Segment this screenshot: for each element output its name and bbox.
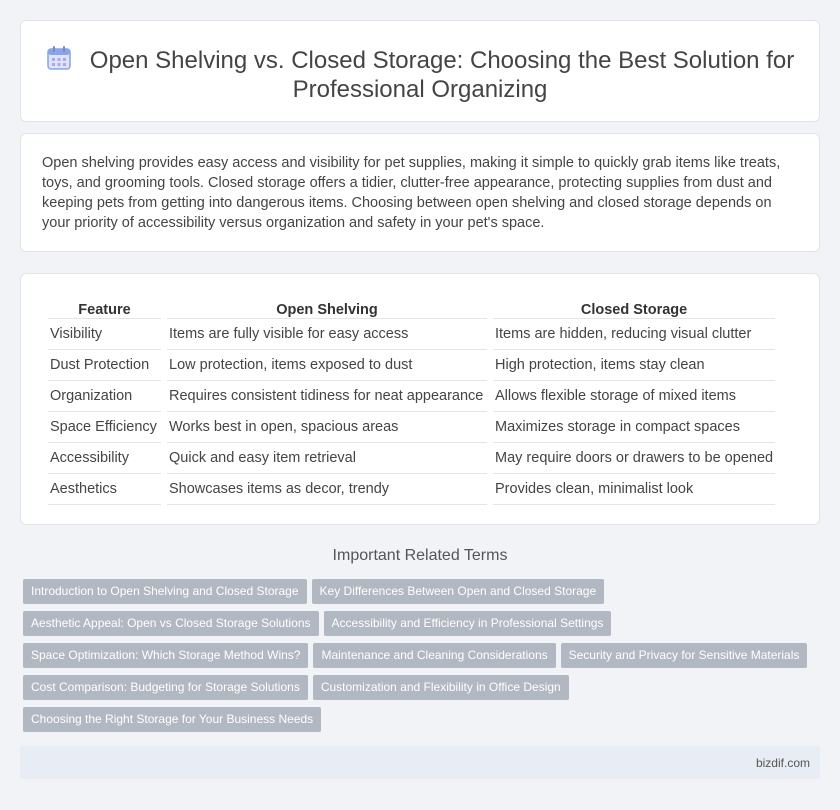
table-row [48,381,775,412]
closed-storage-cell: Items are hidden, reducing visual clutter [493,319,775,350]
open-shelving-cell: Works best in open, spacious areas [167,412,487,443]
feature-cell: Organization [48,381,161,412]
summary-text: Open shelving provides easy access and visibility for pet supplies, making it simple to quickly grab items like treats, toys, and grooming tools. Closed storage offers a tidier, clutter-free appearance, protecting supplies from dust and keeping pets from getting into dangerous items. Choosing between open shelving and closed storage depends on your priority of accessibility versus organization and safety in your pet's space. [42,155,781,231]
related-term-link[interactable]: Choosing the Right Storage for Your Business Needs [23,707,321,732]
feature-cell: Accessibility [48,443,161,474]
tag-row [23,707,813,739]
related-terms-list [23,579,813,739]
tag-row [23,579,813,611]
feature-cell: Visibility [48,319,161,350]
header-card [20,20,820,122]
column-header-open-shelving: Open Shelving [167,295,487,319]
open-shelving-cell: Items are fully visible for easy access [167,319,487,350]
calendar-icon [46,45,72,71]
open-shelving-cell: Showcases items as decor, trendy [167,474,487,505]
related-term-link[interactable]: Security and Privacy for Sensitive Materials [561,643,808,668]
open-shelving-cell: Low protection, items exposed to dust [167,350,487,381]
closed-storage-cell: Allows flexible storage of mixed items [493,381,775,412]
table-row [48,474,775,505]
related-term-link[interactable]: Key Differences Between Open and Closed Storage [312,579,605,604]
column-header-feature: Feature [48,295,161,319]
related-term-link[interactable]: Introduction to Open Shelving and Closed Storage [23,579,307,604]
related-term-link[interactable]: Maintenance and Cleaning Considerations [313,643,555,668]
table-row [48,350,775,381]
feature-cell: Aesthetics [48,474,161,505]
page-title [21,45,819,104]
tag-row [23,675,813,707]
open-shelving-cell: Requires consistent tidiness for neat appearance [167,381,487,412]
summary-card [20,133,820,252]
table-row [48,412,775,443]
tag-row [23,611,813,643]
related-term-link[interactable]: Aesthetic Appeal: Open vs Closed Storage Solutions [23,611,319,636]
closed-storage-cell: Provides clean, minimalist look [493,474,775,505]
tag-row [23,643,813,675]
footer-site-name[interactable]: bizdif.com [755,756,810,770]
related-term-link[interactable]: Accessibility and Efficiency in Professional Settings [324,611,612,636]
comparison-table-card [20,273,820,525]
column-header-closed-storage: Closed Storage [493,295,775,319]
title-line-1: Open Shelving vs. Closed Storage: Choosing the Best Solution for [89,47,795,74]
closed-storage-cell: Maximizes storage in compact spaces [493,412,775,443]
closed-storage-cell: High protection, items stay clean [493,350,775,381]
related-term-link[interactable]: Cost Comparison: Budgeting for Storage Solutions [23,675,308,700]
related-terms-title: Important Related Terms [332,547,508,564]
related-term-link[interactable]: Space Optimization: Which Storage Method Wins? [23,643,308,668]
comparison-table [42,295,781,505]
feature-cell: Space Efficiency [48,412,161,443]
table-row [48,319,775,350]
footer [20,746,820,779]
table-header-row [48,295,775,319]
title-line-2: Professional Organizing [292,76,548,103]
table-row [48,443,775,474]
open-shelving-cell: Quick and easy item retrieval [167,443,487,474]
closed-storage-cell: May require doors or drawers to be opened [493,443,775,474]
related-term-link[interactable]: Customization and Flexibility in Office Design [313,675,569,700]
feature-cell: Dust Protection [48,350,161,381]
